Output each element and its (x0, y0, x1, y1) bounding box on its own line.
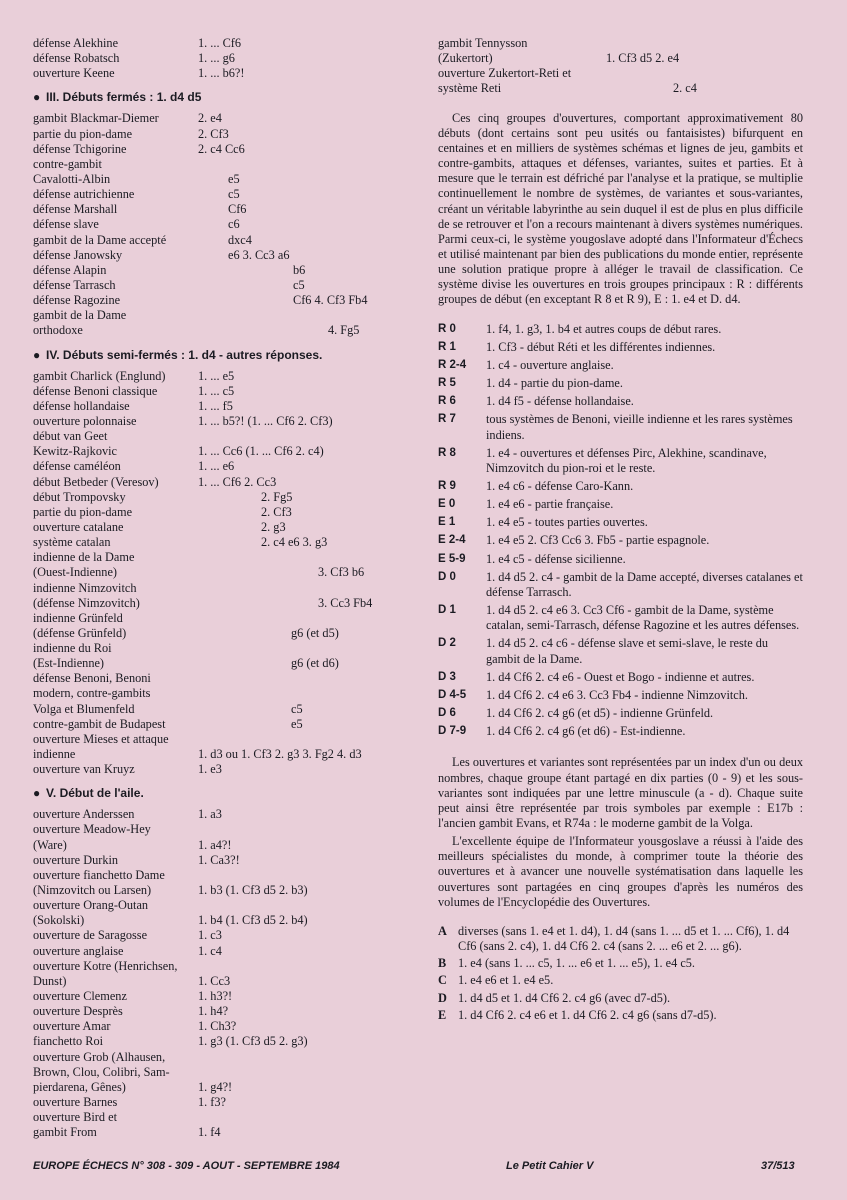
opening-moves: 1. ... e6 (198, 459, 235, 474)
classification-text: 1. d4 - partie du pion-dame. (486, 376, 623, 391)
opening-moves: 1. g4?! (198, 1079, 233, 1094)
opening-row (33, 202, 428, 217)
page-footer (33, 1160, 803, 1176)
footer-page-number: 37/513 (761, 1160, 795, 1172)
opening-name: contre-gambit (33, 156, 102, 171)
opening-row (33, 172, 428, 187)
opening-moves: 2. Cf3 (198, 126, 229, 141)
opening-name: Cavalotti-Albin (33, 171, 111, 186)
opening-row (33, 384, 428, 399)
opening-row (33, 1110, 428, 1125)
classification-code: E 2-4 (438, 534, 466, 547)
right-column (438, 36, 803, 1025)
opening-moves: g6 (et d5) (291, 625, 339, 640)
opening-name: défense slave (33, 217, 99, 232)
classification-item (438, 670, 803, 685)
opening-name: ouverture Barnes (33, 1095, 118, 1109)
opening-name: Volga et Blumenfeld (33, 701, 135, 716)
section-title: IV. Débuts semi-fermés : 1. d4 - autres réponses. (46, 347, 323, 362)
opening-name: orthodoxe (33, 323, 83, 338)
classification-item (438, 973, 803, 988)
classification-item (438, 497, 803, 512)
classification-text: 1. d4 d5 et 1. d4 Cf6 2. c4 g6 (avec d7-d5). (458, 990, 671, 1005)
classification-text: 1. d4 Cf6 2. c4 e6 - Ouest et Bogo - indienne et autres. (486, 669, 755, 684)
opening-row (33, 1050, 428, 1065)
opening-row (33, 490, 428, 505)
opening-row (33, 641, 428, 656)
classification-item (438, 636, 803, 666)
opening-name: ouverture Anderssen (33, 807, 135, 822)
opening-row (33, 838, 428, 853)
opening-moves: 1. Cf3 d5 2. e4 (606, 51, 680, 66)
section-heading-v (33, 784, 428, 804)
opening-row (33, 944, 428, 959)
opening-moves: 1. f3? (198, 1095, 226, 1109)
opening-row (33, 732, 428, 747)
classification-text: 1. f4, 1. g3, 1. b4 et autres coups de début rares. (486, 321, 722, 336)
opening-name: contre-gambit de Budapest (33, 716, 166, 731)
classification-item (438, 706, 803, 721)
opening-moves: 1. c3 (198, 928, 222, 943)
opening-moves: 1. ... c5 (198, 383, 235, 398)
opening-row (33, 853, 428, 868)
opening-row (33, 263, 428, 278)
opening-row (33, 626, 428, 641)
opening-moves: 2. c4 Cc6 (198, 141, 245, 156)
classification-code: D 7-9 (438, 725, 467, 738)
list-debuts-fermes (33, 111, 428, 338)
opening-row (33, 596, 428, 611)
opening-row (33, 581, 428, 596)
opening-row (33, 1065, 428, 1080)
opening-row (33, 293, 428, 308)
opening-moves: 1. a3 (198, 807, 222, 822)
opening-row (33, 717, 428, 732)
classification-text: 1. d4 Cf6 2. c4 g6 (et d6) - Est-indienne. (486, 724, 686, 739)
opening-name: défense Benoni, Benoni (33, 671, 151, 686)
opening-name: ouverture Keene (33, 66, 115, 81)
opening-moves: c6 (228, 217, 240, 232)
opening-name: défense Tchigorine (33, 141, 127, 156)
opening-row (33, 323, 428, 338)
opening-row (33, 248, 428, 263)
opening-name: modern, contre-gambits (33, 686, 151, 701)
opening-row (33, 66, 428, 81)
opening-row (33, 520, 428, 535)
classification-text: 1. e4 (sans 1. ... c5, 1. ... e6 et 1. ... e5), 1. e4 c5. (458, 956, 695, 971)
opening-moves: 1. f4 (198, 1125, 221, 1140)
classification-item (438, 394, 803, 409)
opening-row (33, 762, 428, 777)
classification-item (438, 322, 803, 337)
classification-code: R 9 (438, 480, 456, 492)
opening-name: début van Geet (33, 429, 108, 444)
bullet-icon: ● (33, 786, 41, 801)
opening-name: (défense Grünfeld) (33, 625, 127, 640)
opening-row (33, 444, 428, 459)
classification-code: D 0 (438, 570, 456, 583)
opening-row (33, 656, 428, 671)
opening-row (33, 1125, 428, 1140)
classification-item (438, 724, 803, 739)
opening-moves: 1. ... b5?! (1. ... Cf6 2. Cf3) (198, 413, 333, 428)
classification-code: R 2-4 (438, 358, 467, 371)
opening-row (33, 807, 428, 822)
opening-name: défense Janowsky (33, 247, 123, 262)
opening-row (33, 369, 428, 384)
opening-name: ouverture Zukertort-Reti et (438, 66, 572, 81)
opening-row (33, 928, 428, 943)
classification-item (438, 515, 803, 530)
opening-moves: c5 (293, 277, 305, 292)
opening-moves: 2. Fg5 (261, 489, 293, 504)
opening-row (33, 565, 428, 580)
opening-row (33, 898, 428, 913)
opening-row (33, 1004, 428, 1019)
opening-name: ouverture Mieses et attaque (33, 731, 169, 746)
classification-item (438, 991, 803, 1006)
classification-code: R 6 (438, 395, 456, 408)
opening-moves: 1. h3?! (198, 989, 233, 1004)
opening-moves: g6 (et d6) (291, 656, 339, 671)
opening-name: défense Alapin (33, 262, 107, 277)
opening-name: ouverture Amar (33, 1019, 111, 1034)
opening-row (33, 1019, 428, 1034)
opening-row (33, 278, 428, 293)
opening-row (33, 1095, 428, 1110)
opening-moves: 2. g3 (261, 519, 286, 534)
opening-name: ouverture Durkin (33, 852, 119, 867)
opening-row (33, 686, 428, 701)
opening-name: Dunst) (33, 973, 67, 988)
opening-moves: 1. Ch3? (198, 1019, 237, 1034)
footer-journal: EUROPE ÉCHECS N° 308 - 309 - AOUT - SEPTEMBRE 1984 (33, 1160, 340, 1172)
opening-row (33, 535, 428, 550)
opening-name: ouverture Kotre (Henrichsen, (33, 958, 178, 973)
opening-name: indienne Nimzovitch (33, 580, 137, 595)
opening-moves: 1. e3 (198, 762, 222, 777)
classification-code: D 1 (438, 604, 456, 617)
classification-item (438, 552, 803, 567)
opening-row (33, 217, 428, 232)
bullet-icon: ● (33, 90, 41, 105)
list-debut-aile (33, 807, 428, 1140)
opening-row (33, 550, 428, 565)
opening-row (33, 913, 428, 928)
opening-name: indienne (33, 747, 76, 762)
classification-text: 1. Cf3 - début Réti et les différentes indiennes. (486, 339, 716, 354)
opening-row (33, 459, 428, 474)
opening-row (438, 51, 803, 66)
classification-item (438, 570, 803, 600)
opening-moves: 2. c4 e6 3. g3 (261, 535, 328, 550)
classification-code: B (438, 956, 447, 971)
opening-row (33, 822, 428, 837)
opening-row (33, 868, 428, 883)
opening-name: partie du pion-dame (33, 504, 133, 519)
section-heading-iv (33, 346, 428, 366)
classification-item (438, 358, 803, 373)
classification-text: 1. d4 d5 2. c4 e6 3. Cc3 Cf6 - gambit de la Dame, système catalan, semi-Tarrasch, défense Ragozine et les autres défenses. (486, 603, 800, 633)
classification-item (438, 956, 803, 971)
opening-name: ouverture Bird et (33, 1110, 118, 1125)
opening-moves: b6 (293, 262, 306, 277)
opening-name: ouverture de Saragosse (33, 928, 148, 943)
opening-moves: 1. Ca3?! (198, 852, 240, 867)
classification-code: R 0 (438, 322, 456, 335)
opening-row (33, 974, 428, 989)
list-zukertort-group (438, 36, 803, 97)
classification-text: 1. e4 e5 - toutes parties ouvertes. (486, 515, 648, 530)
classification-text: 1. d4 d5 2. c4 c6 - défense slave et semi-slave, le reste du gambit de la Dame. (486, 636, 769, 666)
section-heading-iii (33, 88, 428, 108)
opening-row (33, 111, 428, 126)
opening-moves: e5 (228, 171, 240, 186)
opening-name: (Nimzovitch ou Larsen) (33, 883, 152, 898)
opening-moves: e5 (291, 716, 303, 731)
paragraph-encyclopedia: L'excellente équipe de l'Informateur yousgoslave a réussi à l'aide des meilleurs spécialistes du monde, à comprimer toute la théorie des ouvertures et à avancer une nouvelle systématisation dans laquelle les ouvertures sont partagées en cinq groupes d'après les numéros des volumes de l'Encyclopédie des Ouvertures. (438, 834, 803, 909)
classification-item (438, 376, 803, 391)
opening-name: défense autrichienne (33, 187, 135, 202)
opening-row (33, 414, 428, 429)
opening-name: ouverture Meadow-Hey (33, 822, 151, 837)
classification-code: E 5-9 (438, 552, 466, 565)
opening-name: ouverture Grob (Alhausen, (33, 1049, 166, 1064)
opening-moves: dxc4 (228, 232, 252, 247)
classification-code: A (438, 923, 447, 938)
opening-moves: 1. b3 (1. Cf3 d5 2. b3) (198, 883, 308, 898)
opening-name: défense Tarrasch (33, 277, 116, 292)
opening-name: gambit de la Dame accepté (33, 232, 167, 247)
classification-code: R 7 (438, 413, 456, 426)
opening-moves: 3. Cc3 Fb4 (318, 595, 373, 610)
opening-moves: 1. c4 (198, 943, 222, 958)
opening-row (33, 989, 428, 1004)
opening-moves: 1. b4 (1. Cf3 d5 2. b4) (198, 913, 308, 928)
opening-moves: 1. ... Cc6 (1. ... Cf6 2. c4) (198, 444, 324, 459)
opening-name: défense Alekhine (33, 36, 119, 50)
classification-code: D 2 (438, 637, 456, 650)
list-alekhine-group (33, 36, 428, 81)
classification-text: 1. d4 Cf6 2. c4 g6 (et d5) - indienne Grünfeld. (486, 706, 714, 721)
opening-name: fianchetto Roi (33, 1034, 104, 1049)
opening-name: gambit From (33, 1125, 97, 1140)
opening-name: indienne de la Dame (33, 550, 135, 565)
opening-moves: 3. Cf3 b6 (318, 565, 365, 580)
classification-item (438, 479, 803, 494)
opening-moves: 1. ... Cf6 2. Cc3 (198, 474, 277, 489)
bullet-icon: ● (33, 347, 41, 362)
classification-code: D 6 (438, 707, 456, 720)
opening-moves: Cf6 4. Cf3 Fb4 (293, 293, 368, 308)
opening-row (33, 702, 428, 717)
opening-name: pierdarena, Gênes) (33, 1079, 126, 1094)
classification-code: C (438, 973, 447, 988)
opening-name: défense hollandaise (33, 398, 130, 413)
opening-name: système catalan (33, 535, 111, 550)
opening-name: Kewitz-Rajkovic (33, 444, 118, 459)
opening-row (33, 308, 428, 323)
opening-row (33, 127, 428, 142)
opening-name: (Sokolski) (33, 913, 85, 928)
opening-moves: 1. d3 ou 1. Cf3 2. g3 3. Fg2 4. d3 (198, 747, 362, 762)
opening-row (33, 475, 428, 490)
opening-name: défense Robatsch (33, 51, 120, 66)
classification-text: 1. d4 Cf6 2. c4 e6 et 1. d4 Cf6 2. c4 g6 (sans d7-d5). (458, 1007, 717, 1022)
opening-name: gambit Blackmar-Diemer (33, 111, 159, 126)
classification-code: D 4-5 (438, 688, 467, 701)
classification-r-e-d-list (438, 322, 803, 740)
opening-name: (Ouest-Indienne) (33, 565, 117, 580)
opening-row (33, 1080, 428, 1095)
opening-row (438, 36, 803, 51)
opening-name: (Est-Indienne) (33, 656, 105, 671)
classification-code: R 1 (438, 340, 456, 353)
classification-a-e-list (438, 924, 803, 1023)
opening-moves: 1. ... b6?! (198, 66, 245, 81)
classification-text: 1. d4 d5 2. c4 - gambit de la Dame accepté, diverses catalanes et défense Tarrasch. (486, 569, 803, 599)
opening-name: (Ware) (33, 837, 67, 852)
opening-row (33, 36, 428, 51)
opening-name: défense Marshall (33, 202, 118, 217)
opening-name: ouverture anglaise (33, 943, 124, 958)
left-column (33, 36, 428, 1140)
opening-name: ouverture Orang-Outan (33, 898, 149, 913)
classification-item (438, 533, 803, 548)
opening-moves: 2. e4 (198, 111, 222, 126)
classification-text: 1. d4 Cf6 2. c4 e6 3. Cc3 Fb4 - indienne Nimzovitch. (486, 687, 748, 702)
opening-row (33, 747, 428, 762)
opening-moves: 1. ... f5 (198, 398, 233, 413)
footer-cahier: Le Petit Cahier V (506, 1160, 594, 1172)
classification-text: diverses (sans 1. e4 et 1. d4), 1. d4 (sans 1. ... d5 et 1. ... Cf6), 1. d4 Cf6 (sans 2. c4), 1. d4 Cf6 2. c4 (sans 2. ... e6 et 2. ... g6). (458, 923, 790, 954)
opening-moves: 1. Cc3 (198, 973, 231, 988)
classification-item (438, 924, 803, 954)
opening-name: gambit Tennysson (438, 36, 528, 50)
opening-name: gambit Charlick (Englund) (33, 368, 166, 383)
opening-name: ouverture van Kruyz (33, 762, 135, 777)
opening-moves: 1. h4? (198, 1004, 229, 1019)
classification-code: E 1 (438, 516, 456, 529)
classification-item (438, 1008, 803, 1023)
list-debuts-semi-fermes (33, 369, 428, 778)
classification-code: D 3 (438, 670, 456, 683)
opening-moves: c5 (291, 701, 303, 716)
opening-row (33, 611, 428, 626)
opening-row (33, 883, 428, 898)
opening-moves: 1. ... g6 (198, 51, 235, 66)
opening-moves: 1. a4?! (198, 837, 232, 852)
classification-code: R 8 (438, 446, 456, 459)
opening-name: Brown, Clou, Colibri, Sam- (33, 1064, 170, 1079)
opening-name: ouverture Clemenz (33, 989, 127, 1004)
opening-row (33, 142, 428, 157)
opening-name: début Trompovsky (33, 489, 126, 504)
opening-name: indienne Grünfeld (33, 610, 123, 625)
opening-row (33, 157, 428, 172)
classification-text: tous systèmes de Benoni, vieille indienne et les rares systèmes indiens. (486, 412, 793, 442)
opening-name: (Zukertort) (438, 51, 493, 66)
classification-text: 1. e4 e6 - partie française. (486, 497, 614, 512)
opening-moves: 2. c4 (673, 81, 697, 96)
opening-row (33, 399, 428, 414)
opening-moves: e6 3. Cc3 a6 (228, 247, 290, 262)
classification-code: E (438, 1007, 447, 1022)
opening-moves: 4. Fg5 (328, 323, 360, 338)
opening-name: partie du pion-dame (33, 126, 133, 141)
opening-row (33, 187, 428, 202)
opening-name: (défense Nimzovitch) (33, 595, 140, 610)
opening-moves: c5 (228, 187, 240, 202)
classification-code: R 5 (438, 377, 456, 390)
paragraph-index: Les ouvertures et variantes sont représentées par un index d'un ou deux nombres, chaque groupe étant partagé en dix parties (0 - 9) et les sous-variantes sont indiquées par une lettre minuscule (a - d). Chaque suite peut ainsi être représentée par trois symboles par exemple : E17b : l'ancien gambit Evans, et R74a : le moderne gambit de la Volga. (438, 755, 803, 830)
section-title: III. Débuts fermés : 1. d4 d5 (46, 90, 202, 105)
classification-text: 1. d4 f5 - défense hollandaise. (486, 394, 634, 409)
opening-moves: 1. g3 (1. Cf3 d5 2. g3) (198, 1034, 308, 1049)
classification-text: 1. e4 c5 - défense sicilienne. (486, 551, 626, 566)
opening-row (33, 505, 428, 520)
opening-name: ouverture Desprès (33, 1004, 123, 1019)
opening-row (33, 671, 428, 686)
classification-text: 1. e4 - ouvertures et défenses Pirc, Alekhine, scandinave, Nimzovitch du pion-roi et le reste. (486, 445, 767, 475)
opening-row (33, 233, 428, 248)
classification-text: 1. e4 e5 2. Cf3 Cc6 3. Fb5 - partie espagnole. (486, 533, 710, 548)
section-title: V. Début de l'aile. (46, 786, 144, 801)
classification-item (438, 446, 803, 476)
opening-name: défense Ragozine (33, 293, 121, 308)
classification-item (438, 603, 803, 633)
opening-moves: 1. ... Cf6 (198, 36, 242, 50)
opening-name: défense Benoni classique (33, 383, 158, 398)
opening-name: ouverture catalane (33, 519, 124, 534)
opening-row (438, 81, 803, 96)
classification-code: E 0 (438, 498, 456, 511)
opening-moves: Cf6 (228, 202, 247, 217)
opening-moves: 2. Cf3 (261, 504, 292, 519)
opening-row (33, 429, 428, 444)
classification-code: D (438, 990, 447, 1005)
classification-item (438, 340, 803, 355)
opening-name: début Betbeder (Veresov) (33, 474, 159, 489)
opening-row (438, 66, 803, 81)
opening-row (33, 959, 428, 974)
opening-row (33, 1034, 428, 1049)
opening-moves: 1. ... e5 (198, 368, 235, 383)
classification-item (438, 412, 803, 442)
opening-name: gambit de la Dame (33, 308, 127, 323)
opening-row (33, 51, 428, 66)
classification-item (438, 688, 803, 703)
opening-name: ouverture polonnaise (33, 413, 137, 428)
classification-text: 1. e4 c6 - défense Caro-Kann. (486, 479, 634, 493)
opening-name: ouverture fianchetto Dame (33, 867, 165, 882)
classification-text: 1. e4 e6 et 1. e4 e5. (458, 973, 554, 988)
paragraph-intro: Ces cinq groupes d'ouvertures, comportant approximativement 80 débuts (dont certains sont peu usités ou fantaisistes) bifurquent en centaines et en milliers de systèmes schémas et lignes de jeu, gambits et contre-gambits, attaques et défenses, variantes, suites et parties. Et à mesure que le terrain est défriché par l'analyse et la pratique, se multiplie continuellement le nombre de systèmes, de variantes et sous-variantes, créant un véritable labyrinthe au sein duquel il est de plus en plus difficile de se retrouver et l'on a recours maintenant à divers systèmes numériques. Parmi ceux-ci, le système yougoslave adopté dans l'Informateur d'Échecs et utilisé maintenant par bien des publications du monde entier, représente une solution pratique propre à alléger le travail de classification. Ce système divise les ouvertures en trois groupes principaux : R : différents groupes de début (en exceptant R 8 et R 9), E : 1. e4 et D. d4. (438, 110, 803, 307)
classification-text: 1. c4 - ouverture anglaise. (486, 357, 614, 372)
opening-name: système Reti (438, 81, 502, 96)
opening-name: défense caméléon (33, 459, 121, 474)
opening-name: indienne du Roi (33, 641, 112, 656)
